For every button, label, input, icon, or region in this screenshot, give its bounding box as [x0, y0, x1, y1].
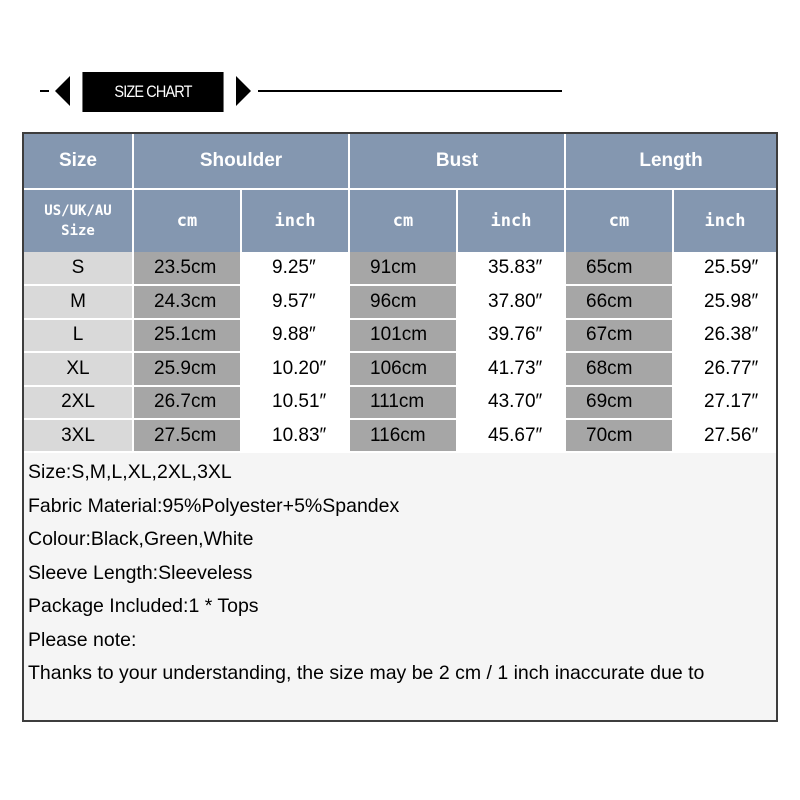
- size-group-header: Size: [24, 134, 133, 189]
- size-chart-header: [0, 0, 800, 130]
- shoulder-cm-cell: 23.5cm: [133, 252, 241, 285]
- bust-inch-cell: 41.73″: [457, 352, 565, 385]
- size-cell: 2XL: [24, 386, 133, 419]
- size-table: [24, 134, 776, 453]
- table-row: [24, 319, 776, 352]
- size-cell: XL: [24, 352, 133, 385]
- bust-cm-cell: 116cm: [349, 419, 457, 452]
- note-line: Please note:: [28, 628, 137, 651]
- note-line: Package Included:1 * Tops: [28, 595, 259, 617]
- length-cm-cell: 68cm: [565, 352, 673, 385]
- shoulder-group-header: Shoulder: [133, 134, 349, 189]
- product-notes: [28, 456, 768, 691]
- shoulder-cm-cell: 25.1cm: [133, 319, 241, 352]
- bust-inch-cell: 39.76″: [457, 319, 565, 352]
- bust-inch-cell: 35.83″: [457, 252, 565, 285]
- size-standard-line1: US/UK/AU: [44, 203, 112, 219]
- note-line: Thanks to your understanding, the size may be 2 cm / 1 inch inaccurate due to: [28, 662, 705, 684]
- length-inch-cell: 25.59″: [673, 252, 776, 285]
- length-cm-cell: 66cm: [565, 285, 673, 318]
- shoulder-cm-cell: 27.5cm: [133, 419, 241, 452]
- bust-cm-cell: 111cm: [349, 386, 457, 419]
- shoulder-inch-cell: 9.88″: [241, 319, 349, 352]
- size-cell: M: [24, 285, 133, 318]
- shoulder-inch-cell: 10.51″: [241, 386, 349, 419]
- note-line: Colour:Black,Green,White: [28, 528, 254, 550]
- shoulder-cm-cell: 24.3cm: [133, 285, 241, 318]
- bust-inch-cell: 37.80″: [457, 285, 565, 318]
- length-inch-cell: 25.98″: [673, 285, 776, 318]
- length-cm-header: cm: [565, 189, 673, 252]
- group-header-row: [24, 134, 776, 189]
- unit-header-row: [24, 189, 776, 252]
- shoulder-cm-cell: 25.9cm: [133, 352, 241, 385]
- size-chart-title: SIZE CHART: [82, 72, 223, 112]
- length-cm-cell: 69cm: [565, 386, 673, 419]
- ribbon-left-tail: [55, 76, 70, 106]
- size-standard-header: [24, 189, 133, 252]
- shoulder-inch-cell: 9.25″: [241, 252, 349, 285]
- shoulder-inch-header: inch: [241, 189, 349, 252]
- size-chart-panel: [22, 132, 778, 722]
- table-row: [24, 419, 776, 452]
- bust-cm-cell: 91cm: [349, 252, 457, 285]
- table-row: [24, 352, 776, 385]
- size-cell: 3XL: [24, 419, 133, 452]
- size-cell: L: [24, 319, 133, 352]
- bust-cm-cell: 106cm: [349, 352, 457, 385]
- note-line: Fabric Material:95%Polyester+5%Spandex: [28, 494, 400, 517]
- shoulder-inch-cell: 10.83″: [241, 419, 349, 452]
- length-inch-cell: 26.38″: [673, 319, 776, 352]
- bust-inch-cell: 45.67″: [457, 419, 565, 452]
- shoulder-cm-header: cm: [133, 189, 241, 252]
- size-standard-line2: Size: [61, 223, 95, 239]
- note-line: Sleeve Length:Sleeveless: [28, 561, 253, 584]
- table-row: [24, 252, 776, 285]
- length-inch-header: inch: [673, 189, 776, 252]
- table-row: [24, 285, 776, 318]
- header-rule: [258, 90, 562, 92]
- bust-cm-cell: 101cm: [349, 319, 457, 352]
- bust-group-header: Bust: [349, 134, 565, 189]
- length-cm-cell: 67cm: [565, 319, 673, 352]
- note-line: Size:S,M,L,XL,2XL,3XL: [28, 461, 232, 483]
- shoulder-inch-cell: 9.57″: [241, 285, 349, 318]
- length-cm-cell: 65cm: [565, 252, 673, 285]
- shoulder-cm-cell: 26.7cm: [133, 386, 241, 419]
- length-inch-cell: 27.17″: [673, 386, 776, 419]
- shoulder-inch-cell: 10.20″: [241, 352, 349, 385]
- length-group-header: Length: [565, 134, 776, 189]
- length-inch-cell: 27.56″: [673, 419, 776, 452]
- bust-inch-cell: 43.70″: [457, 386, 565, 419]
- ribbon-right-tail: [236, 76, 251, 106]
- bust-inch-header: inch: [457, 189, 565, 252]
- bust-cm-header: cm: [349, 189, 457, 252]
- bust-cm-cell: 96cm: [349, 285, 457, 318]
- length-inch-cell: 26.77″: [673, 352, 776, 385]
- length-cm-cell: 70cm: [565, 419, 673, 452]
- table-row: [24, 386, 776, 419]
- header-dash: [40, 90, 49, 92]
- size-cell: S: [24, 252, 133, 285]
